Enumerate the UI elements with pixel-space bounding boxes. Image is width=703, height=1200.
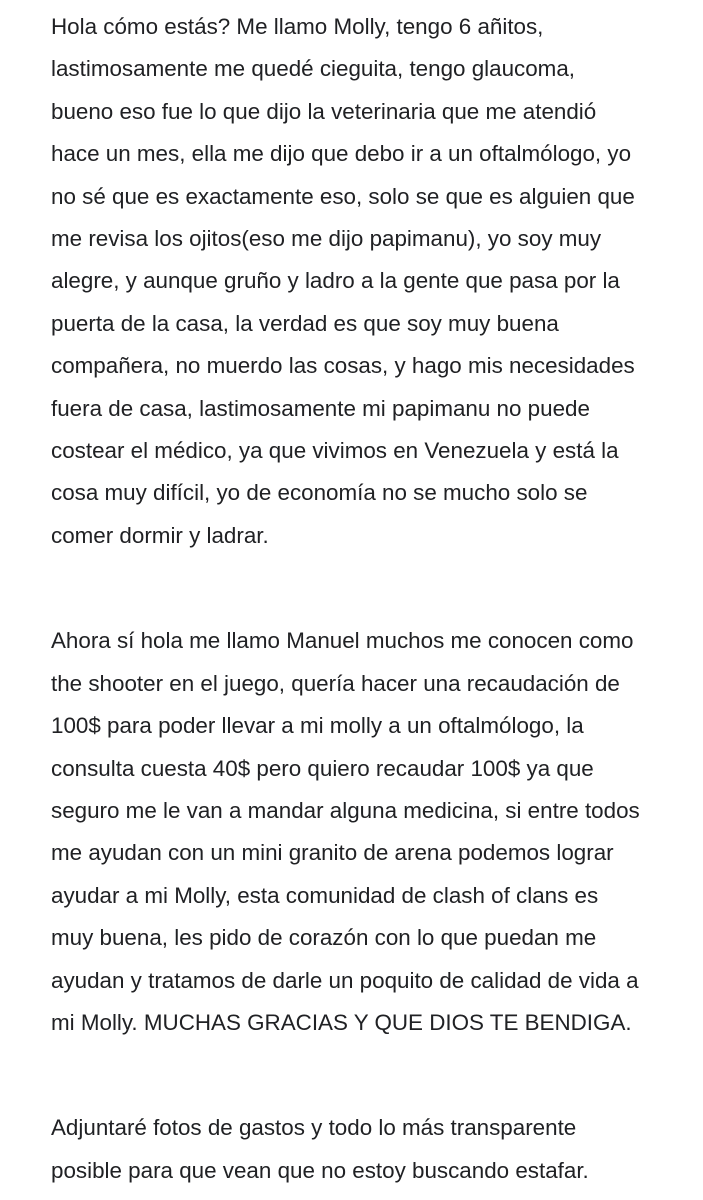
paragraph-transparency-note: Adjuntaré fotos de gastos y todo lo más transparente posible para que vean que no estoy buscando estafar.	[51, 1115, 589, 1183]
paragraph-molly-story: Hola cómo estás? Me llamo Molly, tengo 6 añitos, lastimosamente me quedé cieguita, tengo glaucoma, bueno eso fue lo que dijo la veterinaria que me atendió hace un mes, ella me dijo que debo ir a un oftalmólogo, yo no sé que es exactamente eso, solo se que es alguien que me revisa los ojitos(eso me dijo papimanu), yo soy muy alegre, y aunque gruño y ladro a la gente que pasa por la puerta de la casa, la verdad es que soy muy buena compañera, no muerdo las cosas, y hago mis necesidades fuera de casa, lastimosamente mi papimanu no puede costear el médico, ya que vivimos en Venezuela y está la cosa muy difícil, yo de economía no se mucho solo se comer dormir y ladrar.	[51, 14, 635, 548]
paragraph-manuel-request: Ahora sí hola me llamo Manuel muchos me conocen como the shooter en el juego, quería hacer una recaudación de 100$ para poder llevar a mi molly a un oftalmólogo, la consulta cuesta 40$ pero quiero recaudar 100$ ya que seguro me le van a mandar alguna medicina, si entre todos me ayudan con un mini granito de arena podemos lograr ayudar a mi Molly, esta comunidad de clash of clans es muy buena, les pido de corazón con lo que puedan me ayudan y tratamos de darle un poquito de calidad de vida a mi Molly. MUCHAS GRACIAS Y QUE DIOS TE BENDIGA.	[51, 628, 640, 1035]
post-body	[51, 6, 671, 1192]
